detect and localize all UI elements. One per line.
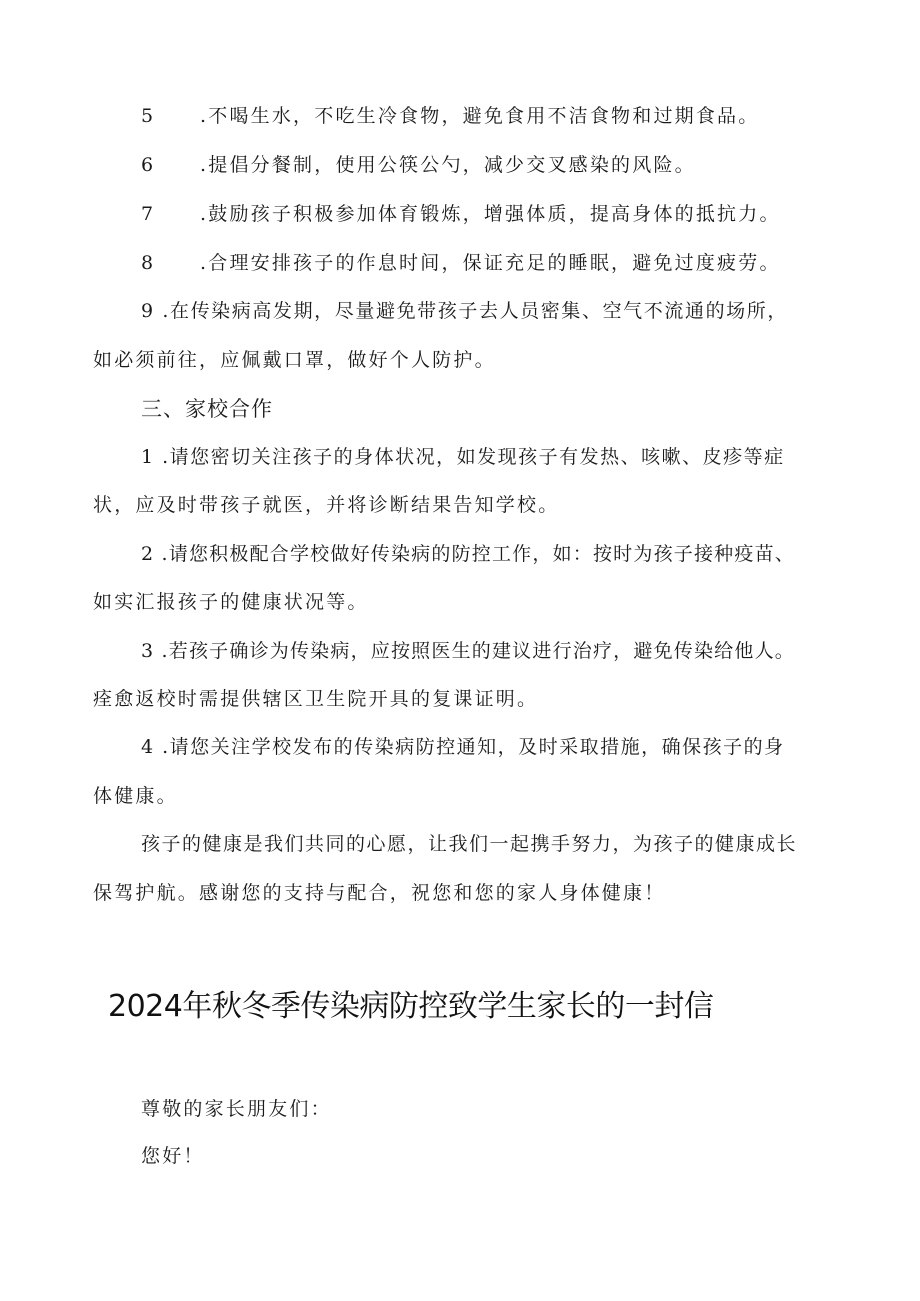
section-item-4-line-1: 4 .请您关注学校发布的传染病防控通知，及时采取措施，确保孩子的身 bbox=[141, 736, 785, 758]
closing-line-2: 保驾护航。感谢您的支持与配合，祝您和您的家人身体健康！ bbox=[93, 882, 666, 904]
item-text: .合理安排孩子的作息时间，保证充足的睡眠，避免过度疲劳。 bbox=[200, 252, 781, 274]
section-item-1-line-2: 状，应及时带孩子就医，并将诊断结果告知学校。 bbox=[93, 494, 560, 516]
salutation: 尊敬的家长朋友们： bbox=[141, 1098, 332, 1120]
item-number: 6 bbox=[141, 154, 154, 176]
item-text: .鼓励孩子积极参加体育锻炼，增强体质，提高身体的抵抗力。 bbox=[200, 203, 781, 225]
section-item-3-line-1: 3 .若孩子确诊为传染病，应按照医生的建议进行治疗，避免传染给他人。 bbox=[141, 640, 795, 662]
section-heading: 三、家校合作 bbox=[141, 397, 273, 421]
item-number: 7 bbox=[141, 203, 154, 225]
section-item-1-line-1: 1 .请您密切关注孩子的身体状况，如发现孩子有发热、咳嗽、皮疹等症 bbox=[141, 446, 785, 468]
item-9-line-2: 如必须前往，应佩戴口罩，做好个人防护。 bbox=[93, 349, 496, 371]
section-item-4-line-2: 体健康。 bbox=[93, 785, 178, 807]
section-item-2-line-1: 2 .请您积极配合学校做好传染病的防控工作，如：按时为孩子接种疫苗、 bbox=[141, 543, 795, 565]
item-text: .提倡分餐制，使用公筷公勺，减少交叉感染的风险。 bbox=[200, 154, 696, 176]
item-number: 5 bbox=[141, 105, 154, 127]
letter-title: 2024年秋冬季传染病防控致学生家长的一封信 bbox=[108, 989, 714, 1024]
section-item-3-line-2: 痊愈返校时需提供辖区卫生院开具的复课证明。 bbox=[93, 688, 539, 710]
section-item-2-line-2: 如实汇报孩子的健康状况等。 bbox=[93, 591, 369, 613]
item-9-line-1: 9 .在传染病高发期，尽量避免带孩子去人员密集、空气不流通的场所， bbox=[141, 300, 788, 322]
greeting: 您好！ bbox=[141, 1145, 205, 1167]
closing-line-1: 孩子的健康是我们共同的心愿，让我们一起携手努力，为孩子的健康成长 bbox=[141, 833, 798, 855]
item-number: 8 bbox=[141, 252, 154, 274]
item-text: .不喝生水，不吃生冷食物，避免食用不洁食物和过期食品。 bbox=[200, 105, 760, 127]
